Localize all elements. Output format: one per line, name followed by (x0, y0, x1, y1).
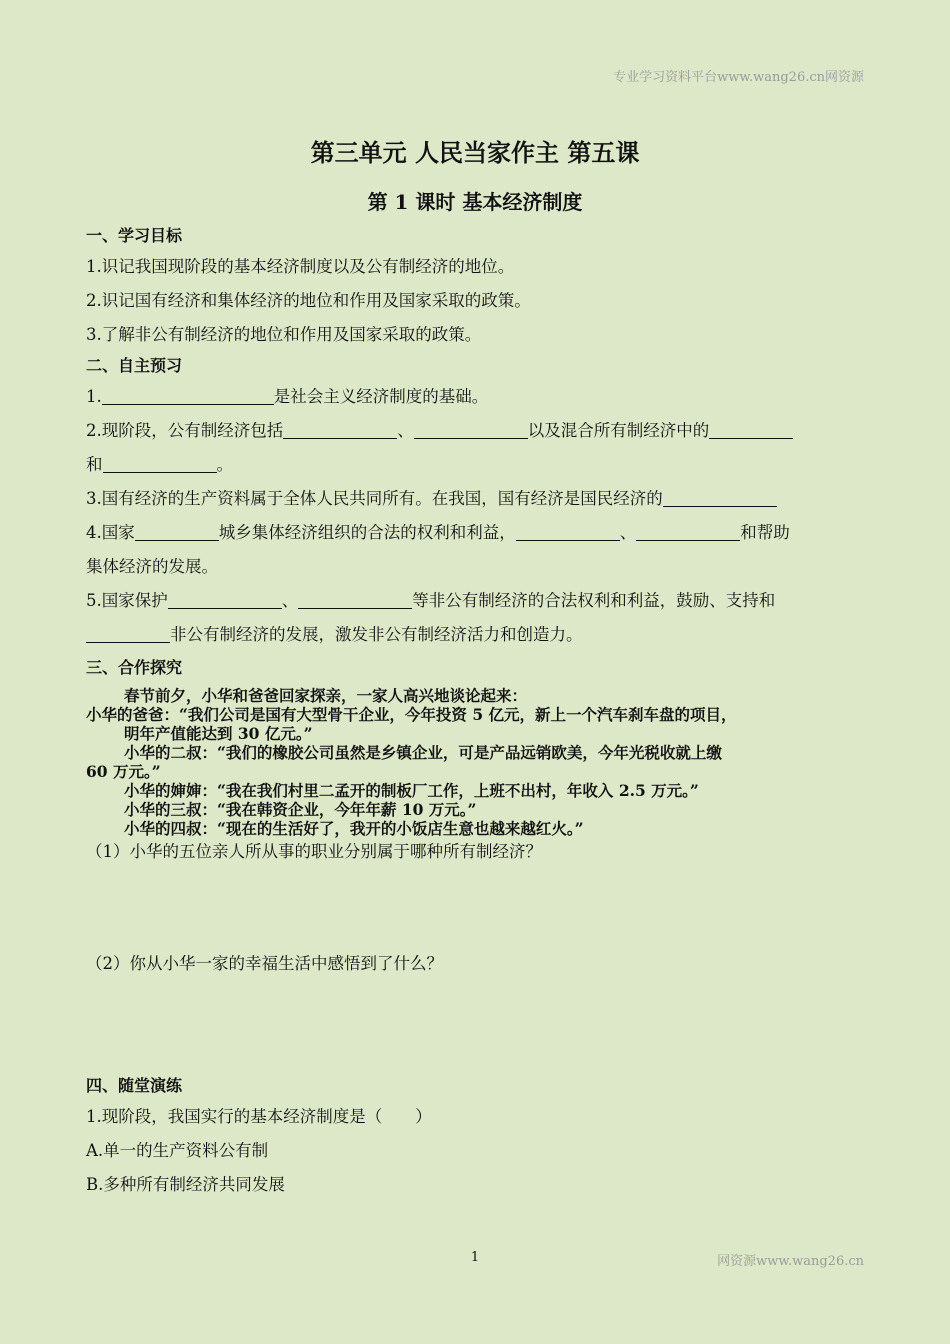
fill-blank[interactable] (102, 386, 274, 405)
fill-blank[interactable] (414, 420, 528, 439)
page-subtitle: 第 1 课时 基本经济制度 (367, 190, 583, 214)
section-heading-practice: 四、随堂演练 (86, 1076, 183, 1095)
section-heading-goals: 一、学习目标 (86, 226, 183, 245)
answer-space[interactable] (86, 978, 866, 1072)
explore-question-1: （1）小华的五位亲人所从事的职业分别属于哪种所有制经济？ (86, 842, 542, 861)
answer-space[interactable] (86, 866, 866, 950)
goal-item: 1.识记我国现阶段的基本经济制度以及公有制经济的地位。 (86, 257, 515, 276)
option-a: A.单一的生产资料公有制 (86, 1141, 269, 1160)
preview-q5-cont: 非公有制经济的发展，激发非公有制经济活力和创造力。 (86, 618, 866, 652)
fill-blank[interactable] (663, 488, 777, 507)
preview-q4: 4.国家 城乡集体经济组织的合法的权利和利益， 、 和帮助 (86, 523, 790, 542)
fill-blank[interactable] (636, 522, 740, 541)
preview-q2: 2.现阶段，公有制经济包括 、 以及混合所有制经济中的 (86, 414, 866, 448)
goal-item: 2.识记国有经济和集体经济的地位和作用及国家采取的政策。 (86, 291, 531, 310)
section-heading-preview: 二、自主预习 (86, 356, 183, 375)
page-number: 1 (470, 1250, 480, 1265)
fill-blank[interactable] (135, 522, 219, 541)
preview-q2-cont: 和 。 (86, 455, 233, 474)
preview-q5: 5.国家保护 、 等非公有制经济的合法权利和利益，鼓励、支持和 (86, 591, 776, 610)
fill-blank[interactable] (709, 420, 793, 439)
explore-question-2: （2）你从小华一家的幸福生活中感悟到了什么？ (86, 954, 443, 973)
fill-blank[interactable] (103, 454, 217, 473)
preview-q4-cont: 集体经济的发展。 (86, 557, 218, 576)
option-b: B.多种所有制经济共同发展 (86, 1175, 285, 1194)
fill-blank[interactable] (168, 590, 282, 609)
story-text: 春节前夕，小华和爸爸回家探亲，一家人高兴地谈论起来： 小华的爸爸：“我们公司是国有大型骨干企业，今年投资 5 亿元，新上一个汽车刹车盘的项目， 明年产值能达到 30 亿元。” 小华的二叔：“我们的橡胶公司虽然是乡镇企业，可是产品远销欧美，今年光税收就上缴 60 万元。” 小华的婶婶：“我在我们村里二孟开的制板厂工作，上班不出村，年收入 2.5 万元。” 小华的三叔：“我在韩资企业，今年年薪 10 万元。” 小华的四叔：“现在的生活好了，我开的小饭店生意也越来越红火。” (86, 686, 737, 838)
preview-q3: 3.国有经济的生产资料属于全体人民共同所有。在我国，国有经济是国民经济的 (86, 482, 866, 516)
header-watermark: 专业学习资料平台www.wang26.cn网资源 (613, 70, 864, 85)
fill-blank[interactable] (298, 590, 412, 609)
fill-blank[interactable] (516, 522, 620, 541)
fill-blank[interactable] (86, 624, 170, 643)
page-title: 第三单元 人民当家作主 第五课 (310, 138, 640, 167)
footer-watermark: 网资源www.wang26.cn (717, 1254, 864, 1269)
practice-q1: 1.现阶段，我国实行的基本经济制度是（ ） (86, 1107, 432, 1126)
goal-item: 3.了解非公有制经济的地位和作用及国家采取的政策。 (86, 325, 482, 344)
preview-q1: 1. 是社会主义经济制度的基础。 (86, 387, 489, 406)
fill-blank[interactable] (283, 420, 397, 439)
section-heading-explore: 三、合作探究 (86, 658, 183, 677)
content (86, 222, 866, 1202)
